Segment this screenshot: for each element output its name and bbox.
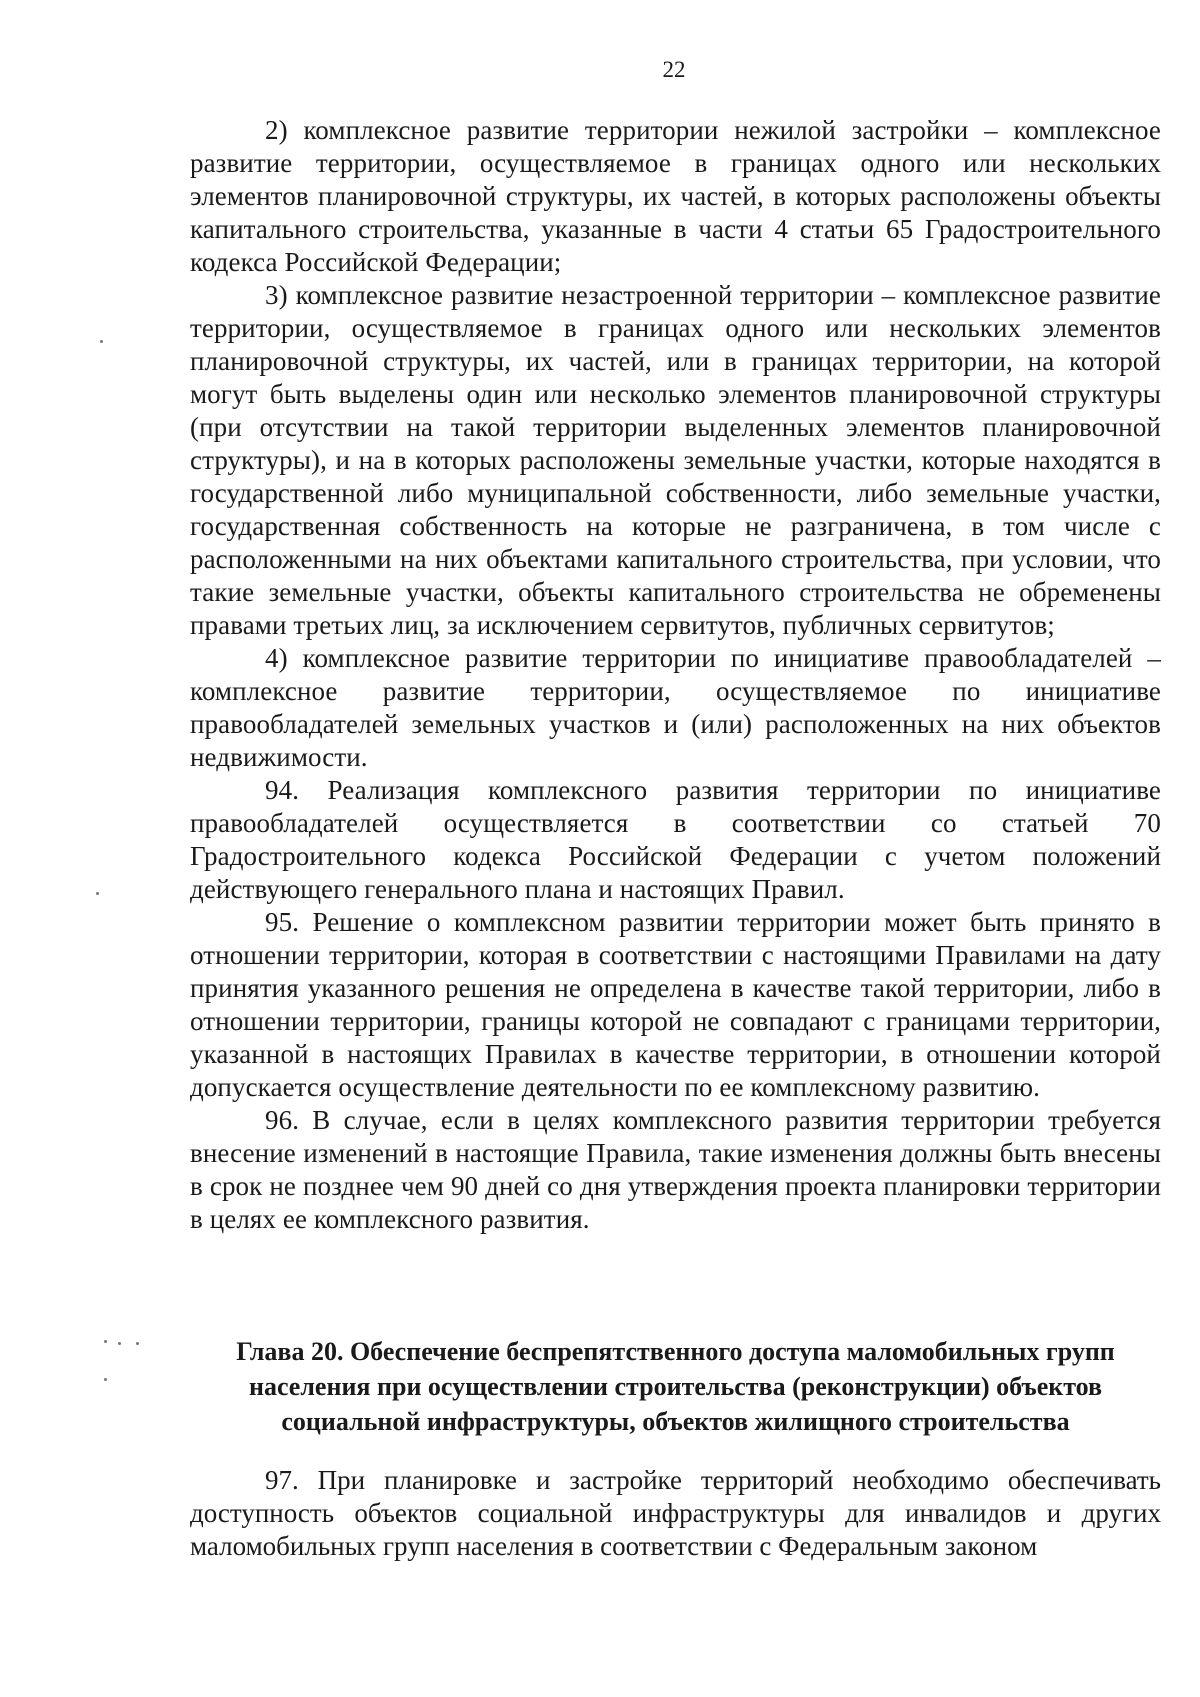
scan-artifact <box>136 1342 139 1345</box>
page-number: 22 <box>662 57 686 82</box>
scan-artifact <box>118 1342 121 1345</box>
chapter-heading: Глава 20. Обеспечение беспрепятственного доступа маломобильных групп населения при осуществлении строительства (реконструкции) объектов социальной инфраструктуры, объектов жилищного строительства <box>236 1337 1115 1436</box>
paragraph-95: 95. Решение о комплексном развитии территории может быть принято в отношении территории, которая в соответствии с настоящими Правилами на дату принятия указанного решения не определена в качестве такой территории, либо в отношении территории, границы которой не совпадают с границами территории, указанной в настоящих Правилах в качестве территории, в отношении которой допускается осуществление деятельности по ее комплексному развитию. <box>190 907 1161 1102</box>
paragraph-94: 94. Реализация комплексного развития территории по инициативе правообладателей осуществляется в соответствии со статьей 70 Градостроительного кодекса Российской Федерации с учетом положений действующего генерального плана и настоящих Правил. <box>190 775 1161 904</box>
scan-artifact <box>96 892 99 895</box>
paragraph-item-2: 2) комплексное развитие территории нежилой застройки – комплексное развитие территории, осуществляемое в границах одного или нескольких элементов планировочной структуры, их частей, в которых расположены объекты капитального строительства, указанные в части 4 статьи 65 Градостроительного кодекса Российской Федерации; <box>190 115 1161 277</box>
scan-artifact <box>104 1340 107 1343</box>
paragraph-item-3: 3) комплексное развитие незастроенной территории – комплексное развитие территории, осуществляемое в границах одного или нескольких элементов планировочной структуры, их частей, или в границах территории, на которой могут быть выделены один или несколько элементов планировочной структуры (при отсутствии на такой территории выделенных элементов планировочной структуры), и на в которых расположены земельные участки, которые находятся в государственной либо муниципальной собственности, либо земельные участки, государственная собственность на которые не разграничена, в том числе с расположенными на них объектами капитального строительства, при условии, что такие земельные участки, объекты капитального строительства не обременены правами третьих лиц, за исключением сервитутов, публичных сервитутов; <box>190 280 1161 640</box>
document-body <box>190 114 1161 1236</box>
paragraph-97: 97. При планировке и застройке территорий необходимо обеспечивать доступность объектов социальной инфраструктуры для инвалидов и других маломобильных групп населения в соответствии с Федеральным законом <box>190 1465 1161 1561</box>
scan-artifact <box>100 340 103 343</box>
document-body-continued <box>190 1464 1161 1563</box>
paragraph-96: 96. В случае, если в целях комплексного развития территории требуется внесение изменений в настоящие Правила, такие изменения должны быть внесены в срок не позднее чем 90 дней со дня утверждения проекта планировки территории в целях ее комплексного развития. <box>190 1105 1161 1234</box>
paragraph-item-4: 4) комплексное развитие территории по инициативе правообладателей – комплексное развитие территории, осуществляемое по инициативе правообладателей земельных участков и (или) расположенных на них объектов недвижимости. <box>190 643 1161 772</box>
scan-artifact <box>104 1378 107 1381</box>
